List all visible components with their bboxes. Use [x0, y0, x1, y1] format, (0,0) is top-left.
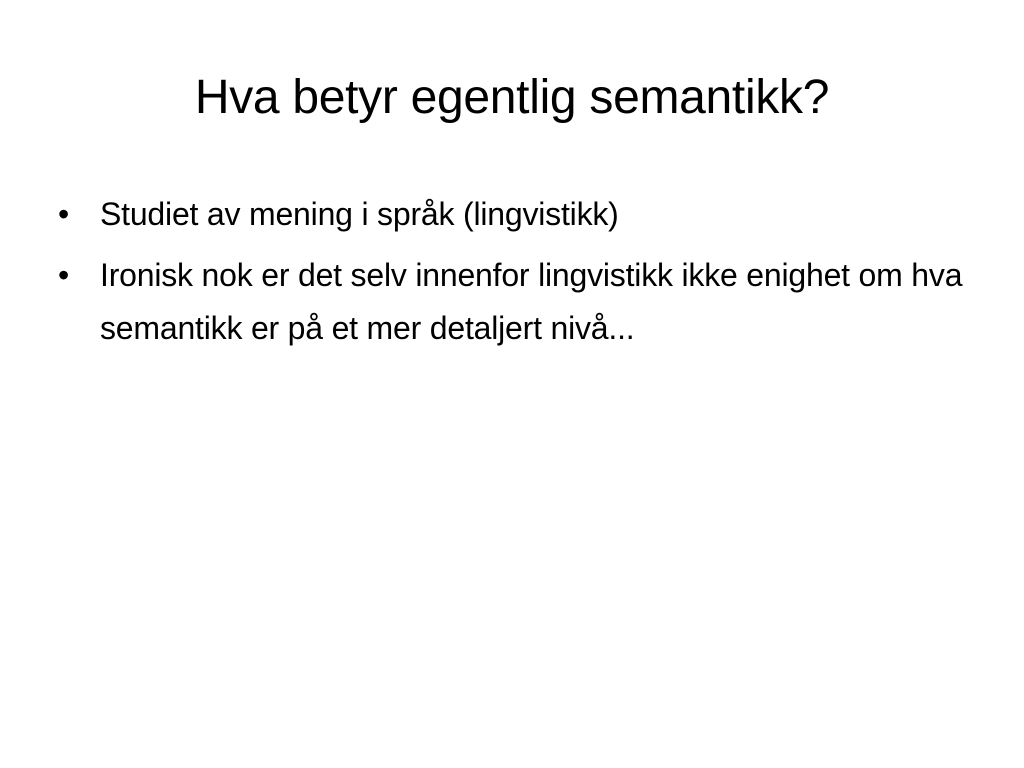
slide-title: Hva betyr egentlig semantikk?	[194, 71, 830, 124]
bullet-list	[58, 188, 968, 363]
bullet-text: Studiet av mening i språk (lingvistikk)	[100, 196, 619, 232]
bullet-item	[58, 249, 968, 355]
bullet-dot-icon: •	[58, 257, 70, 293]
bullet-dot-icon: •	[58, 196, 70, 232]
bullet-text: Ironisk nok er det selv innenfor lingvistikk ikke enighet om hva semantikk er på et mer detaljert nivå...	[100, 257, 963, 346]
bullet-item	[58, 188, 968, 241]
